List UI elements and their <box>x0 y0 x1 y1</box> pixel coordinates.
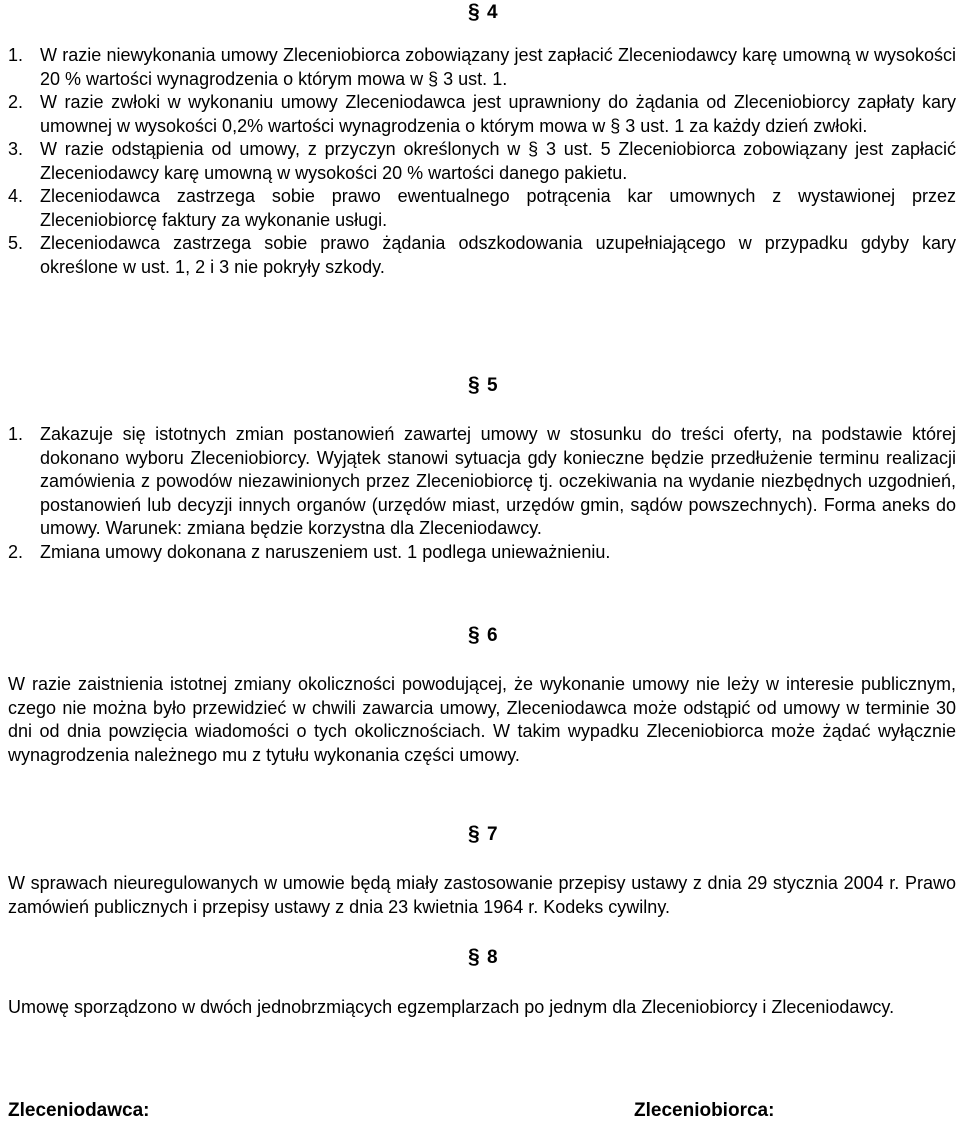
signature-left-label: Zleceniodawca: <box>8 1100 150 1121</box>
list-item <box>8 185 956 232</box>
section-symbol: § <box>468 373 480 396</box>
section-5-body <box>8 423 956 564</box>
section-symbol: § <box>468 945 480 968</box>
section-7-body <box>8 872 956 919</box>
section-8-body <box>8 996 956 1020</box>
item-text: Zakazuje się istotnych zmian postanowień zawartej umowy w stosunku do treści oferty, na podstawie której dokonano wyboru Zleceniobiorcy. Wyjątek stanowi sytuacja gdy konieczne będzie przedłużenie terminu realizacji zamówienia z powodów niezawinionych przez Zleceniobiorcę tj. oczekiwania na wydanie niezbędnych uzgodnień, postanowień lub decyzji innych organów (urzędów miast, urzędów gmin, sądów powszechnych). Forma aneks do umowy. Warunek: zmiana będzie korzystna dla Zleceniodawcy. <box>40 424 956 538</box>
item-number: 4. <box>8 186 24 206</box>
list-item <box>8 138 956 185</box>
section-symbol: § <box>468 623 480 646</box>
section-4-body <box>8 44 956 279</box>
list-item <box>8 44 956 91</box>
section-symbol: § <box>468 822 480 845</box>
section-number: 6 <box>486 625 498 646</box>
item-number: 1. <box>8 45 24 65</box>
item-text: W razie zwłoki w wykonaniu umowy Zleceniodawca jest uprawniony do żądania od Zleceniobiorcy zapłaty kary umownej w wysokości 0,2% wartości wynagrodzenia o którym mowa w § 3 ust. 1 za każdy dzień zwłoki. <box>40 92 956 136</box>
section-number: 8 <box>486 947 498 968</box>
section-symbol: § <box>468 0 480 23</box>
section-heading-5 <box>468 374 498 397</box>
item-text: Zleceniodawca zastrzega sobie prawo ewentualnego potrącenia kar umownych z wystawionej przez Zleceniobiorcę faktury za wykonanie usługi. <box>40 186 956 230</box>
item-text: Zleceniodawca zastrzega sobie prawo żądania odszkodowania uzupełniającego w przypadku gdyby kary określone w ust. 1, 2 i 3 nie pokryły szkody. <box>40 233 956 277</box>
item-number: 2. <box>8 92 24 112</box>
section-4-list <box>8 44 956 279</box>
list-item <box>8 91 956 138</box>
section-6-paragraph: W razie zaistnienia istotnej zmiany okoliczności powodującej, że wykonanie umowy nie leży w interesie publicznym, czego nie można było przewidzieć w chwili zawarcia umowy, Zleceniodawca może odstąpić od umowy w terminie 30 dni od dnia powzięcia wiadomości o tych okolicznościach. W takim wypadku Zleceniobiorca może żądać wyłącznie wynagrodzenia należnego mu z tytułu wykonania części umowy. <box>8 674 956 765</box>
section-number: 4 <box>486 2 498 23</box>
section-heading-4 <box>468 1 498 24</box>
section-6-body <box>8 673 956 767</box>
item-number: 2. <box>8 541 24 562</box>
item-text: W razie niewykonania umowy Zleceniobiorca zobowiązany jest zapłacić Zleceniodawcy karę umowną w wysokości 20 % wartości wynagrodzenia o którym mowa w § 3 ust. 1. <box>40 45 956 89</box>
section-7-paragraph: W sprawach nieuregulowanych w umowie będą miały zastosowanie przepisy ustawy z dnia 29 stycznia 2004 r. Prawo zamówień publicznych i przepisy ustawy z dnia 23 kwietnia 1964 r. Kodeks cywilny. <box>8 873 956 917</box>
signature-right-label: Zleceniobiorca: <box>634 1100 775 1121</box>
list-item <box>8 232 956 279</box>
section-heading-7 <box>468 823 498 846</box>
section-8-paragraph: Umowę sporządzono w dwóch jednobrzmiących egzemplarzach po jednym dla Zleceniobiorcy i Zleceniodawcy. <box>8 997 895 1017</box>
section-heading-6 <box>468 624 498 647</box>
section-heading-8 <box>468 946 498 969</box>
section-5-list <box>8 423 956 564</box>
item-number: 3. <box>8 139 24 159</box>
item-text: Zmiana umowy dokonana z naruszeniem ust. 1 podlega unieważnieniu. <box>40 541 611 562</box>
item-number: 1. <box>8 424 24 444</box>
section-number: 5 <box>486 375 498 396</box>
list-item <box>8 541 956 565</box>
item-number: 5. <box>8 233 24 253</box>
list-item <box>8 423 956 541</box>
item-text: W razie odstąpienia od umowy, z przyczyn określonych w § 3 ust. 5 Zleceniobiorca zobowiązany jest zapłacić Zleceniodawcy karę umowną w wysokości 20 % wartości danego pakietu. <box>40 139 956 183</box>
section-number: 7 <box>486 824 498 845</box>
